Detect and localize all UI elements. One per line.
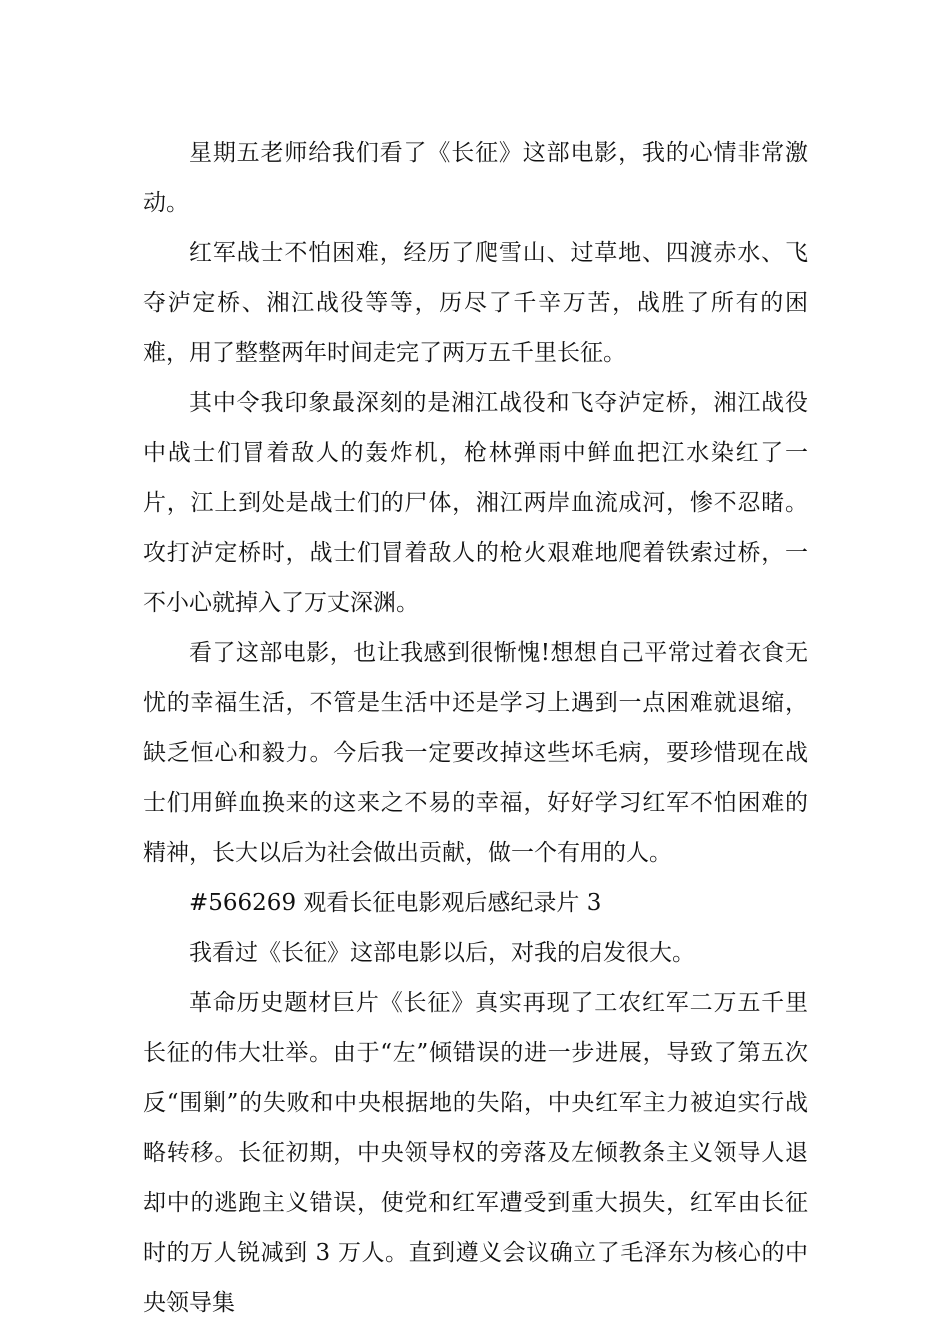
paragraph-4: 看了这部电影，也让我感到很惭愧!想想自己平常过着衣食无忧的幸福生活，不管是生活中还是学习上遇到一点困难就退缩，缺乏恒心和毅力。今后我一定要改掉这些坏毛病，要珍惜现在战士们用鲜血换来的这来之不易的幸福，好好学习红军不怕困难的精神，长大以后为社会做出贡献，做一个有用的人。 <box>143 640 808 866</box>
document-body <box>143 128 808 1328</box>
paragraph-2: 红军战士不怕困难，经历了爬雪山、过草地、四渡赤水、飞夺泸定桥、湘江战役等等，历尽了千辛万苦，战胜了所有的困难，用了整整两年时间走完了两万五千里长征。 <box>143 240 808 366</box>
paragraph-1: 星期五老师给我们看了《长征》这部电影，我的心情非常激动。 <box>143 140 808 216</box>
section-heading: #566269 观看长征电影观后感纪录片 3 <box>189 890 602 916</box>
paragraph-6: 革命历史题材巨片《长征》真实再现了工农红军二万五千里长征的伟大壮举。由于“左”倾错误的进一步进展，导致了第五次反“围剿”的失败和中央根据地的失陷，中央红军主力被迫实行战略转移。长征初期，中央领导权的旁落及左倾教条主义领导人退却中的逃跑主义错误，使党和红军遭受到重大损失，红军由长征时的万人锐减到 3 万人。直到遵义会议确立了毛泽东为核心的中央领导集 <box>143 990 808 1316</box>
paragraph-3: 其中令我印象最深刻的是湘江战役和飞夺泸定桥，湘江战役中战士们冒着敌人的轰炸机，枪林弹雨中鲜血把江水染红了一片，江上到处是战士们的尸体，湘江两岸血流成河，惨不忍睹。攻打泸定桥时，战士们冒着敌人的枪火艰难地爬着铁索过桥，一不小心就掉入了万丈深渊。 <box>143 390 808 616</box>
paragraph-5: 我看过《长征》这部电影以后，对我的启发很大。 <box>189 940 695 966</box>
